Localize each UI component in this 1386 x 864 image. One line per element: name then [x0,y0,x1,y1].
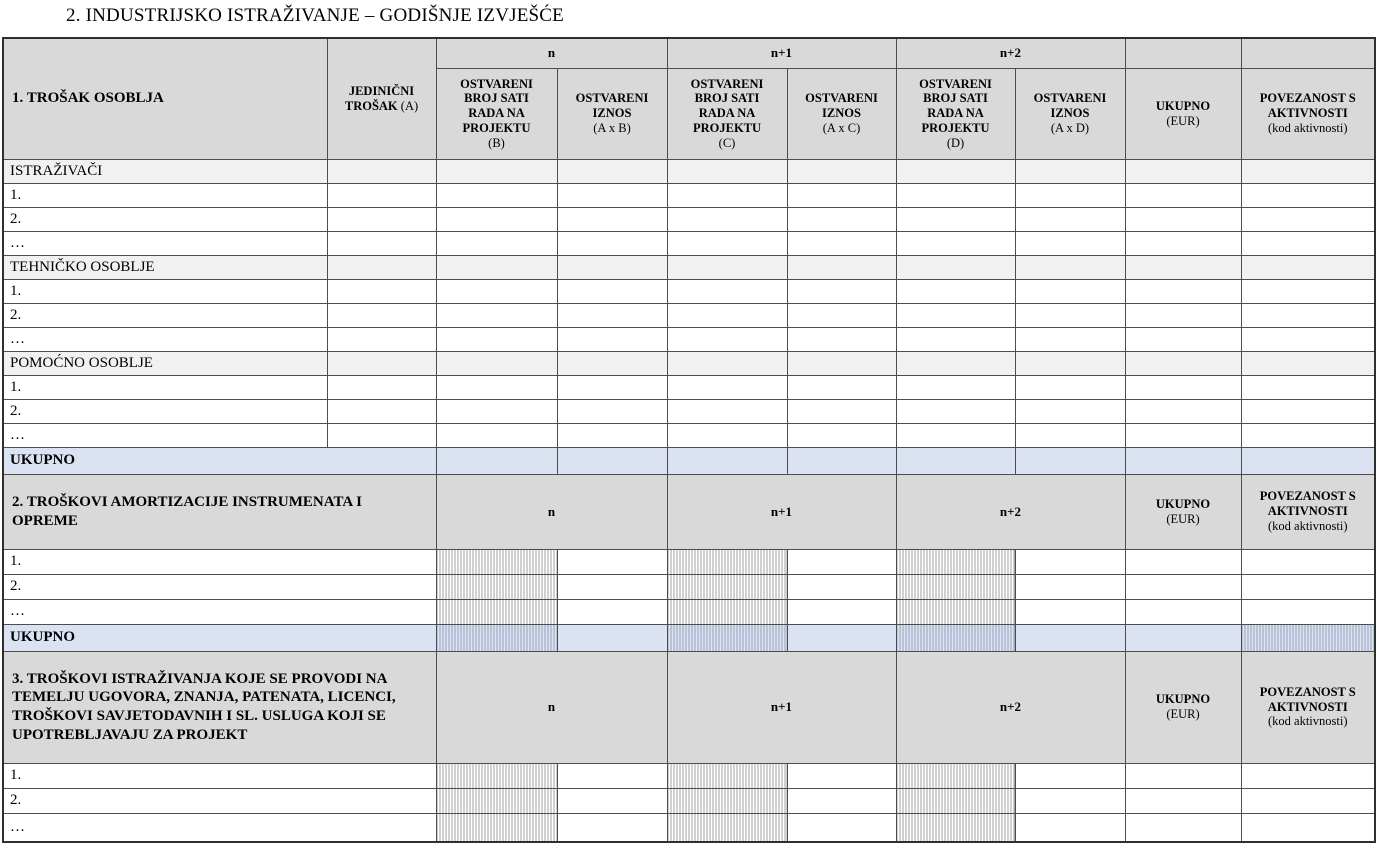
input-cell[interactable] [1125,303,1241,327]
amount-ad-header: OSTVARENI IZNOS (A x D) [1015,68,1125,159]
input-cell[interactable] [787,423,896,447]
input-cell[interactable] [1015,549,1125,574]
input-cell[interactable] [667,303,787,327]
item-row [3,207,1375,231]
year-n-header: n [436,38,667,68]
input-cell[interactable] [557,327,667,351]
total-label: UKUPNO [3,447,436,474]
item-label: 1. [3,183,327,207]
item-row [3,327,1375,351]
input-cell[interactable] [327,423,436,447]
shaded-cell [1015,159,1125,183]
input-cell[interactable] [1241,813,1375,842]
input-cell[interactable] [896,303,1015,327]
item-label: 1. [3,375,327,399]
total-cell[interactable] [1125,447,1241,474]
input-cell[interactable] [436,183,557,207]
total-eur-header: UKUPNO (EUR) [1125,68,1241,159]
input-cell[interactable] [1015,231,1125,255]
input-cell[interactable] [1125,813,1241,842]
item-row [3,549,1375,574]
shaded-cell [557,351,667,375]
input-cell[interactable] [896,375,1015,399]
shaded-cell [667,159,787,183]
item-label: … [3,599,436,624]
input-cell[interactable] [436,279,557,303]
item-label: 2. [3,399,327,423]
input-cell[interactable] [1015,207,1125,231]
input-cell[interactable] [557,375,667,399]
input-cell[interactable] [327,375,436,399]
item-label: 1. [3,549,436,574]
input-cell[interactable] [1241,183,1375,207]
item-label: … [3,813,436,842]
total-cell[interactable] [557,624,667,651]
item-row [3,599,1375,624]
hatched-cell [667,624,787,651]
input-cell[interactable] [787,279,896,303]
hatched-cell [896,788,1015,813]
hours-b-header: OSTVARENI BROJ SATI RADA NA PROJEKTU (B) [436,68,557,159]
input-cell[interactable] [1125,788,1241,813]
input-cell[interactable] [787,375,896,399]
item-row [3,231,1375,255]
input-cell[interactable] [1125,599,1241,624]
input-cell[interactable] [787,183,896,207]
input-cell[interactable] [1241,599,1375,624]
year-n1-header: n+1 [667,474,896,549]
input-cell[interactable] [1015,788,1125,813]
hatched-cell [896,574,1015,599]
hatched-cell [667,813,787,842]
shaded-cell [1125,255,1241,279]
hatched-cell [667,549,787,574]
personnel-heading-cell: 1. TROŠAK OSOBLJA [3,38,327,159]
item-row [3,813,1375,842]
input-cell[interactable] [1015,279,1125,303]
year-n2-header: n+2 [896,38,1125,68]
hatched-cell [1241,624,1375,651]
input-cell[interactable] [1125,399,1241,423]
shaded-cell [327,255,436,279]
input-cell[interactable] [896,183,1015,207]
input-cell[interactable] [1125,763,1241,788]
year-n2-header: n+2 [896,651,1125,763]
year-n1-header: n+1 [667,38,896,68]
total-eur-header: UKUPNO (EUR) [1125,651,1241,763]
input-cell[interactable] [557,599,667,624]
input-cell[interactable] [667,399,787,423]
input-cell[interactable] [557,549,667,574]
hatched-cell [436,763,557,788]
total-cell[interactable] [787,447,896,474]
amortization-total-row [3,624,1375,651]
shaded-cell [557,255,667,279]
input-cell[interactable] [1241,375,1375,399]
hatched-cell [667,763,787,788]
shaded-cell [1015,255,1125,279]
input-cell[interactable] [436,327,557,351]
hours-c-header: OSTVARENI BROJ SATI RADA NA PROJEKTU (C) [667,68,787,159]
item-row [3,279,1375,303]
input-cell[interactable] [667,375,787,399]
input-cell[interactable] [787,549,896,574]
group-label: TEHNIČKO OSOBLJE [3,255,327,279]
input-cell[interactable] [787,599,896,624]
hatched-cell [436,813,557,842]
input-cell[interactable] [896,231,1015,255]
input-cell[interactable] [1125,375,1241,399]
input-cell[interactable] [557,279,667,303]
input-cell[interactable] [436,423,557,447]
input-cell[interactable] [1015,399,1125,423]
total-cell[interactable] [1015,624,1125,651]
total-label: UKUPNO [3,624,436,651]
input-cell[interactable] [327,399,436,423]
hatched-cell [436,549,557,574]
input-cell[interactable] [1125,207,1241,231]
hatched-cell [896,813,1015,842]
shaded-cell [667,255,787,279]
group-header-row-support [3,351,1375,375]
amount-ab-header: OSTVARENI IZNOS (A x B) [557,68,667,159]
input-cell[interactable] [436,399,557,423]
input-cell[interactable] [1015,183,1125,207]
item-label: 1. [3,279,327,303]
input-cell[interactable] [1241,279,1375,303]
input-cell[interactable] [1241,207,1375,231]
shaded-cell [1241,351,1375,375]
shaded-cell [787,255,896,279]
total-cell[interactable] [1015,447,1125,474]
item-row [3,763,1375,788]
input-cell[interactable] [1125,183,1241,207]
input-cell[interactable] [1125,549,1241,574]
input-cell[interactable] [1015,599,1125,624]
input-cell[interactable] [1241,574,1375,599]
amount-ac-header: OSTVARENI IZNOS (A x C) [787,68,896,159]
input-cell[interactable] [1241,549,1375,574]
cost-report-table [2,37,1376,843]
input-cell[interactable] [557,207,667,231]
input-cell[interactable] [1125,574,1241,599]
year-header-row [3,38,1375,68]
input-cell[interactable] [787,574,896,599]
input-cell[interactable] [557,399,667,423]
input-cell[interactable] [1241,423,1375,447]
activity-header: POVEZANOST S AKTIVNOSTI (kod aktivnosti) [1241,651,1375,763]
input-cell[interactable] [436,303,557,327]
hatched-cell [896,549,1015,574]
document-title: 2. INDUSTRIJSKO ISTRAŽIVANJE – GODIŠNJE IZVJEŠĆE [66,5,564,26]
item-label: 2. [3,574,436,599]
item-label: 1. [3,763,436,788]
input-cell[interactable] [1241,763,1375,788]
input-cell[interactable] [1015,303,1125,327]
input-cell[interactable] [557,813,667,842]
shaded-cell [896,255,1015,279]
contract-research-heading-cell: 3. TROŠKOVI ISTRAŽIVANJA KOJE SE PROVODI NA TEMELJU UGOVORA, ZNANJA, PATENATA, LICENCI, TROŠKOVI SAVJETODAVNIH I SL. USLUGA KOJI SE UPOTREBLJAVAJU ZA PROJEKT [3,651,436,763]
input-cell[interactable] [1015,327,1125,351]
input-cell[interactable] [787,788,896,813]
hatched-cell [896,763,1015,788]
group-header-row-technical [3,255,1375,279]
input-cell[interactable] [787,303,896,327]
input-cell[interactable] [787,231,896,255]
year-n-header: n [436,474,667,549]
input-cell[interactable] [1125,423,1241,447]
year-n2-header: n+2 [896,474,1125,549]
item-label: … [3,231,327,255]
input-cell[interactable] [327,207,436,231]
item-label: 2. [3,207,327,231]
item-label: 2. [3,303,327,327]
shaded-cell [896,351,1015,375]
input-cell[interactable] [667,231,787,255]
hatched-cell [896,624,1015,651]
item-label: … [3,327,327,351]
contract-research-header-row [3,651,1375,763]
input-cell[interactable] [896,279,1015,303]
input-cell[interactable] [1241,303,1375,327]
shaded-cell [436,159,557,183]
year-n1-header: n+1 [667,651,896,763]
input-cell[interactable] [327,327,436,351]
input-cell[interactable] [1015,375,1125,399]
group-header-row-researchers [3,159,1375,183]
amortization-heading-cell: 2. TROŠKOVI AMORTIZACIJE INSTRUMENATA I OPREME [3,474,436,549]
hatched-cell [667,599,787,624]
item-row [3,375,1375,399]
item-row [3,574,1375,599]
shaded-cell [1015,351,1125,375]
year-n-header: n [436,651,667,763]
input-cell[interactable] [557,303,667,327]
input-cell[interactable] [436,207,557,231]
unit-cost-header: JEDINIČNI TROŠAK (A) [327,38,436,159]
shaded-cell [896,159,1015,183]
input-cell[interactable] [436,231,557,255]
input-cell[interactable] [896,207,1015,231]
input-cell[interactable] [327,303,436,327]
item-row [3,423,1375,447]
shaded-cell [1241,159,1375,183]
total-cell[interactable] [787,624,896,651]
item-label: … [3,423,327,447]
shaded-cell [1125,351,1241,375]
input-cell[interactable] [327,183,436,207]
input-cell[interactable] [1125,279,1241,303]
total-header-top-cell [1125,38,1241,68]
item-row [3,788,1375,813]
input-cell[interactable] [667,327,787,351]
input-cell[interactable] [787,207,896,231]
input-cell[interactable] [1241,399,1375,423]
input-cell[interactable] [1241,327,1375,351]
shaded-cell [1241,255,1375,279]
input-cell[interactable] [667,423,787,447]
input-cell[interactable] [1241,788,1375,813]
personnel-total-row [3,447,1375,474]
input-cell[interactable] [1125,327,1241,351]
input-cell[interactable] [787,763,896,788]
total-cell[interactable] [896,447,1015,474]
input-cell[interactable] [1015,423,1125,447]
hatched-cell [436,574,557,599]
input-cell[interactable] [787,327,896,351]
item-label: 2. [3,788,436,813]
amortization-header-row [3,474,1375,549]
hatched-cell [667,574,787,599]
input-cell[interactable] [896,399,1015,423]
hatched-cell [436,599,557,624]
total-cell[interactable] [667,447,787,474]
input-cell[interactable] [667,279,787,303]
input-cell[interactable] [1241,231,1375,255]
activity-header: POVEZANOST S AKTIVNOSTI (kod aktivnosti) [1241,68,1375,159]
total-cell[interactable] [1241,447,1375,474]
input-cell[interactable] [557,183,667,207]
input-cell[interactable] [327,279,436,303]
input-cell[interactable] [787,813,896,842]
input-cell[interactable] [557,423,667,447]
item-row [3,399,1375,423]
group-label: ISTRAŽIVAČI [3,159,327,183]
input-cell[interactable] [557,231,667,255]
shaded-cell [787,351,896,375]
hatched-cell [667,788,787,813]
input-cell[interactable] [667,183,787,207]
item-row [3,303,1375,327]
hatched-cell [896,599,1015,624]
input-cell[interactable] [1125,231,1241,255]
input-cell[interactable] [1015,813,1125,842]
total-cell[interactable] [557,447,667,474]
input-cell[interactable] [1015,574,1125,599]
total-cell[interactable] [436,447,557,474]
shaded-cell [436,351,557,375]
input-cell[interactable] [557,763,667,788]
hours-d-header: OSTVARENI BROJ SATI RADA NA PROJEKTU (D) [896,68,1015,159]
activity-header-top-cell [1241,38,1375,68]
shaded-cell [327,351,436,375]
total-cell[interactable] [1125,624,1241,651]
activity-header: POVEZANOST S AKTIVNOSTI (kod aktivnosti) [1241,474,1375,549]
shaded-cell [667,351,787,375]
shaded-cell [557,159,667,183]
hatched-cell [436,788,557,813]
input-cell[interactable] [787,399,896,423]
shaded-cell [1125,159,1241,183]
input-cell[interactable] [896,327,1015,351]
input-cell[interactable] [896,423,1015,447]
shaded-cell [436,255,557,279]
shaded-cell [327,159,436,183]
input-cell[interactable] [667,207,787,231]
total-eur-header: UKUPNO (EUR) [1125,474,1241,549]
input-cell[interactable] [327,231,436,255]
input-cell[interactable] [1015,763,1125,788]
input-cell[interactable] [557,574,667,599]
group-label: POMOĆNO OSOBLJE [3,351,327,375]
hatched-cell [436,624,557,651]
shaded-cell [787,159,896,183]
input-cell[interactable] [557,788,667,813]
item-row [3,183,1375,207]
input-cell[interactable] [436,375,557,399]
